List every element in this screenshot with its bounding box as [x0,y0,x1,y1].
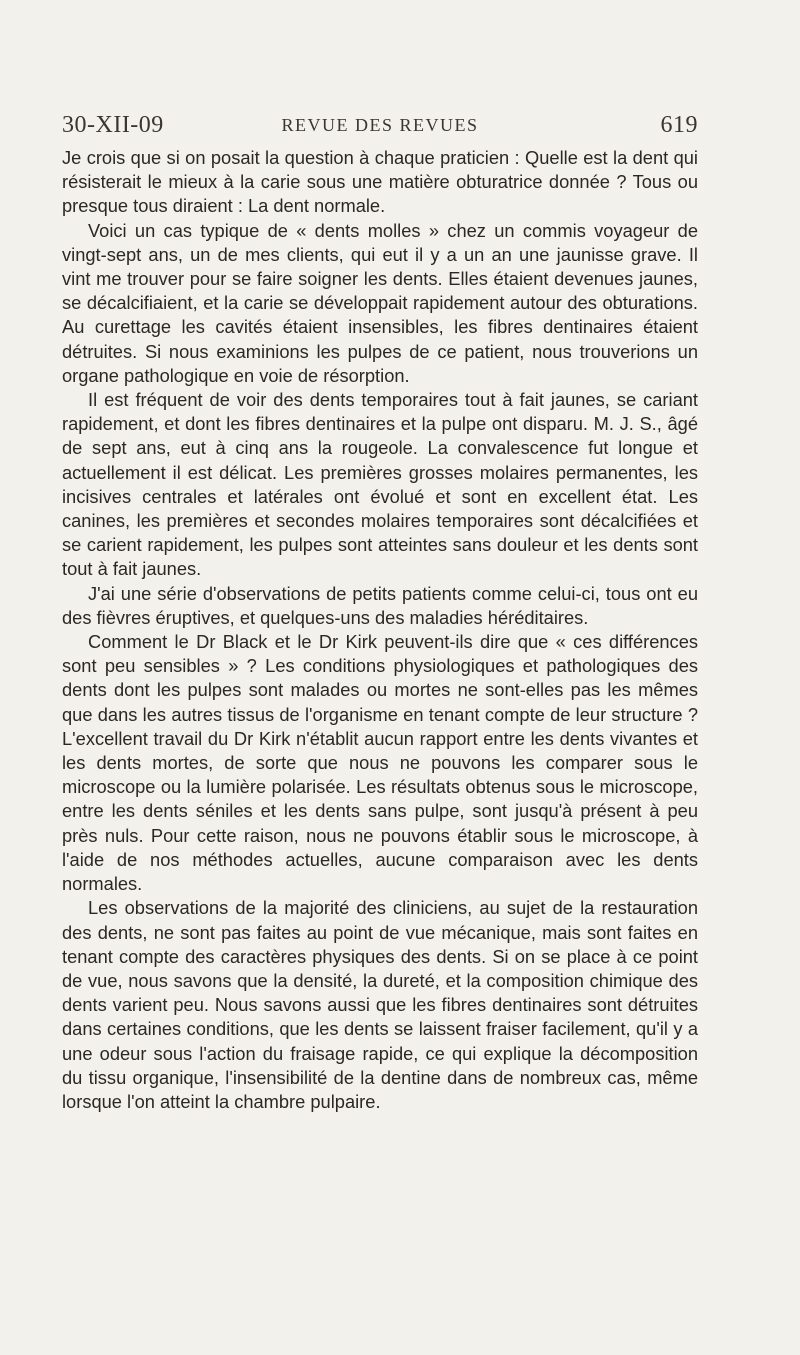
paragraph-6: Les observations de la majorité des cliniciens, au sujet de la restauration des dents, ne sont pas faites au point de vue mécanique, mais sont faites en tenant compte des caractères physiques des dents. Si on se place à ce point de vue, nous savons que la densité, la dureté, et la composition chimique des dents varient peu. Nous savons aussi que les fibres dentinaires sont détruites dans certaines conditions, que les dents se laissent fraiser facilement, qu'il y a une odeur sous l'action du fraisage rapide, ce qui explique la décomposition du tissu organique, l'insensibilité de la dentine dans de nombreux cas, même lorsque l'on atteint la chambre pulpaire. [62,897,698,1112]
header-title: REVUE DES REVUES [281,115,479,135]
paragraph-5: Comment le Dr Black et le Dr Kirk peuvent-ils dire que « ces différences sont peu sensibles » ? Les conditions physiologiques et pathologiques des dents dont les pulpes sont malades ou mortes ne sont-elles pas les mêmes que dans les autres tissus de l'organisme en tenant compte de leur structure ? L'excellent travail du Dr Kirk n'établit aucun rapport entre les dents vivantes et les dents mortes, de sorte que nous ne pouvons les comparer sous le microscope ou la lumière polarisée. Les résultats obtenus sous le microscope, entre les dents séniles et les dents sans pulpe, sont jusqu'à présent à peu près nuls. Pour cette raison, nous ne pouvons établir sous le microscope, à l'aide de nos méthodes actuelles, aucune comparaison avec les dents normales. [62,631,698,895]
paragraph-4: J'ai une série d'observations de petits patients comme celui-ci, tous ont eu des fièvres éruptives, et quelques-uns des maladies héréditaires. [62,582,698,628]
paragraph-2: Voici un cas typique de « dents molles » chez un commis voyageur de vingt-sept ans, un de mes clients, qui eut il y a un an une jaunisse grave. Il vint me trouver pour se faire soigner les dents. Elles étaient devenues jaunes, se décalcifiaient, et la carie se développait rapidement autour des obturations. Au curettage les cavités étaient insensibles, les fibres dentinaires étaient détruites. Si nous examinions les pulpes de ce patient, nous trouverions un organe pathologique en voie de résorption. [62,219,698,386]
header-date: 30-XII-09 [62,112,164,138]
paragraph-3: Il est fréquent de voir des dents temporaires tout à fait jaunes, se cariant rapidement, et dont les fibres dentinaires et la pulpe ont disparu. M. J. S., âgé de sept ans, eut à cinq ans la rougeole. La convalescence fut longue et actuellement il est délicat. Les premières grosses molaires permanentes, les incisives centrales et latérales ont évolué et sont en excellent état. Les canines, les premières et secondes molaires temporaires sont décalcifiées et se carient rapidement, les pulpes sont atteintes sans douleur et les dents sont tout à fait jaunes. [62,389,698,580]
page-number: 619 [660,112,698,138]
running-header [62,112,698,146]
paragraph-1: Je crois que si on posait la question à chaque praticien : Quelle est la dent qui résisterait le mieux à la carie sous une matière obturatrice donnée ? Tous ou presque tous diraient : La dent normale. [62,147,698,217]
article-body [62,146,698,1114]
document-page [62,112,698,1114]
